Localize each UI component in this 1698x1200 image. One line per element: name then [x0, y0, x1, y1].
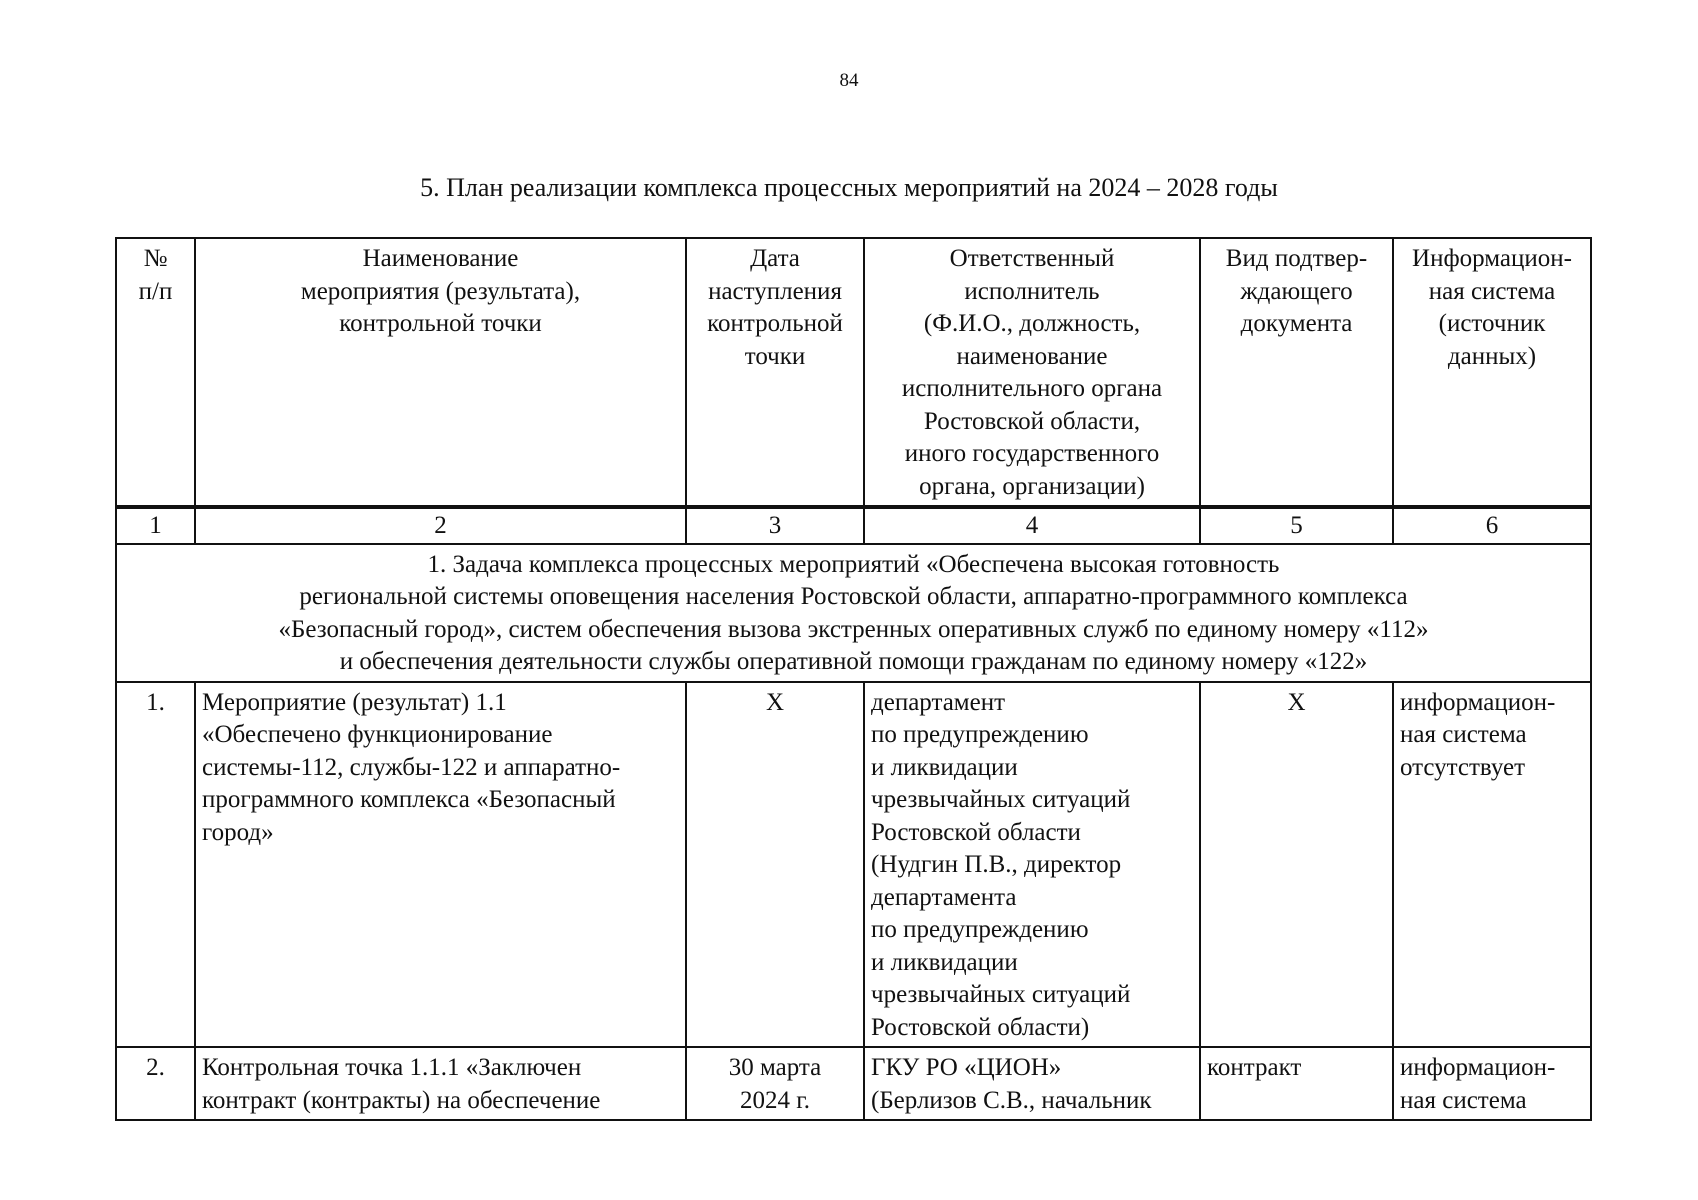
header-cell-number: № п/п [116, 238, 195, 507]
table-row [116, 682, 1591, 1048]
table-row [116, 1047, 1591, 1120]
row-number: 1. [116, 682, 195, 1048]
header-cell-responsible: Ответственный исполнитель (Ф.И.О., должность, наименование исполнительного органа Ростовской области, иного государственного органа, организации) [864, 238, 1200, 507]
confirming-document: X [1200, 682, 1393, 1048]
task-row [116, 544, 1591, 682]
activity-name: Мероприятие (результат) 1.1 «Обеспечено функционирование системы-112, службы-122 и аппаратно- программного комплекса «Безопасный город» [195, 682, 686, 1048]
confirming-document: контракт [1200, 1047, 1393, 1120]
column-number: 2 [195, 507, 686, 544]
document-title: 5. План реализации комплекса процессных мероприятий на 2024 – 2028 годы [420, 173, 1278, 202]
header-cell-date: Дата наступления контрольной точки [686, 238, 864, 507]
column-number-row [116, 507, 1591, 544]
task-cell: 1. Задача комплекса процессных мероприятий «Обеспечена высокая готовность региональной системы оповещения населения Ростовской области, аппаратно-программного комплекса «Безопасный город», систем обеспечения вызова экстренных оперативных служб по единому номеру «112» и обеспечения деятельности службы оперативной помощи гражданам по единому номеру «122» [116, 544, 1591, 682]
header-cell-document-type: Вид подтвер- ждающего документа [1200, 238, 1393, 507]
header-row [116, 238, 1591, 507]
information-system: информацион- ная система [1393, 1047, 1591, 1120]
column-number: 1 [116, 507, 195, 544]
checkpoint-date: X [686, 682, 864, 1048]
plan-table [115, 237, 1592, 1121]
checkpoint-date: 30 марта 2024 г. [686, 1047, 864, 1120]
column-number: 3 [686, 507, 864, 544]
column-number: 4 [864, 507, 1200, 544]
responsible-executor: департамент по предупреждению и ликвидации чрезвычайных ситуаций Ростовской области (Нудгин П.В., директор департамента по предупреждению и ликвидации чрезвычайных ситуаций Ростовской области) [864, 682, 1200, 1048]
header-cell-information-system: Информацион- ная система (источник данных) [1393, 238, 1591, 507]
column-number: 5 [1200, 507, 1393, 544]
activity-name: Контрольная точка 1.1.1 «Заключен контракт (контракты) на обеспечение [195, 1047, 686, 1120]
responsible-executor: ГКУ РО «ЦИОН» (Берлизов С.В., начальник [864, 1047, 1200, 1120]
page-number: 84 [839, 70, 859, 91]
header-cell-name: Наименование мероприятия (результата), контрольной точки [195, 238, 686, 507]
column-number: 6 [1393, 507, 1591, 544]
information-system: информацион- ная система отсутствует [1393, 682, 1591, 1048]
row-number: 2. [116, 1047, 195, 1120]
